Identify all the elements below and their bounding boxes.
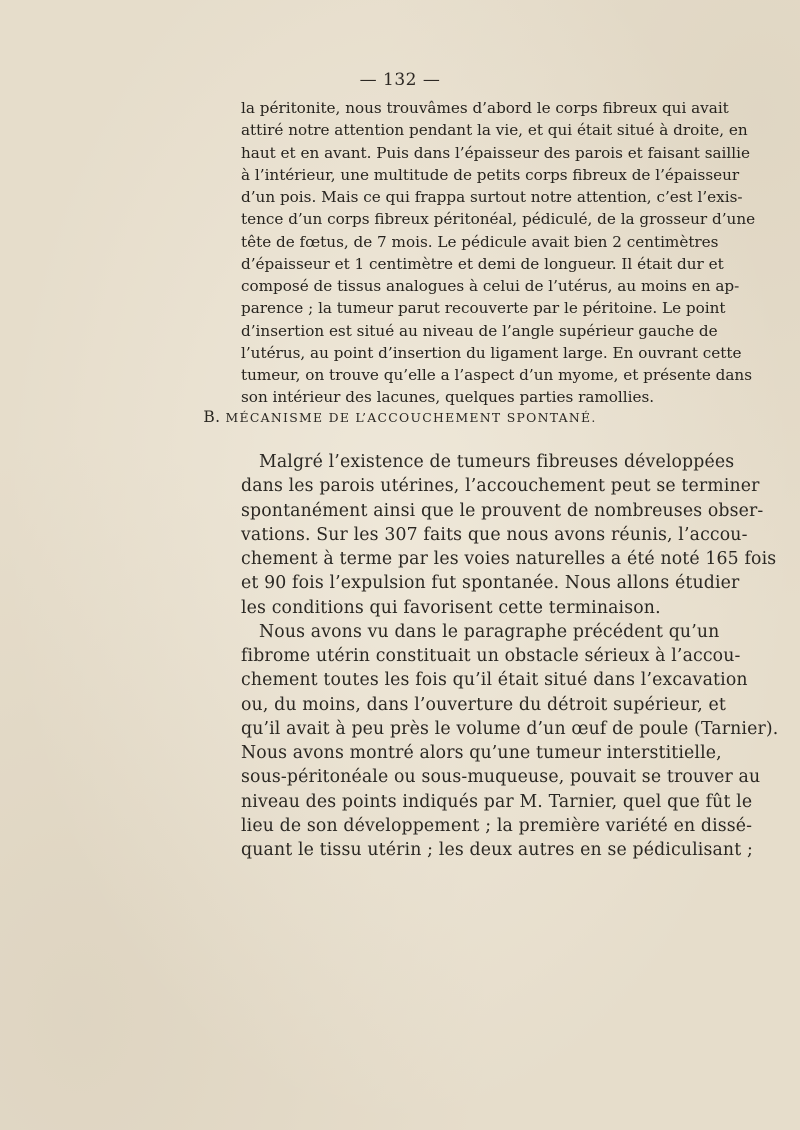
text-line: attiré notre attention pendant la vie, et qui était situé à droite, en (241, 121, 748, 140)
text-line: Malgré l’existence de tumeurs fibreuses développées (259, 452, 735, 472)
text-line: lieu de son développement ; la première variété en dissé- (241, 815, 753, 836)
text-line: parence ; la tumeur parut recouverte par le péritoine. Le point (241, 299, 726, 318)
text-line: qu’il avait à peu près le volume d’un œuf de poule (Tarnier). (241, 718, 779, 739)
section-a-continuation (241, 97, 756, 409)
text-line: fibrome utérin constituait un obstacle sérieux à l’accou- (241, 646, 741, 666)
text-line: son intérieur des lacunes, quelques parties ramollies. (241, 388, 655, 407)
text-line: d’un pois. Mais ce qui frappa surtout notre attention, c’est l’exis- (241, 188, 743, 206)
text-line: tumeur, on trouve qu’elle a l’aspect d’un myome, et présente dans (241, 366, 752, 384)
text-line: la péritonite, nous trouvâmes d’abord le corps fibreux qui avait (241, 99, 729, 117)
text-line: l’utérus, au point d’insertion du ligament large. En ouvrant cette (241, 343, 742, 362)
text-line: chement toutes les fois qu’il était situé dans l’excavation (241, 670, 748, 691)
section-letter: B. (203, 408, 221, 426)
text-line: quant le tissu utérin ; les deux autres en se pédiculisant ; (241, 840, 753, 860)
section-title: MÉCANISME DE L’ACCOUCHEMENT SPONTANÉ. (225, 410, 597, 425)
text-line: niveau des points indiqués par M. Tarnier, quel que fût le (241, 791, 753, 812)
text-line: et 90 fois l’expulsion fut spontanée. Nous allons étudier (241, 573, 740, 594)
text-line: tête de fœtus, de 7 mois. Le pédicule avait bien 2 centimètres (241, 232, 719, 251)
paragraph (241, 450, 777, 620)
text-line: les conditions qui favorisent cette terminaison. (241, 597, 661, 618)
text-line: Nous avons montré alors qu’une tumeur interstitielle, (241, 743, 722, 763)
text-line: chement à terme par les voies naturelles a été noté 165 fois (241, 549, 777, 569)
text-line: d’épaisseur et 1 centimètre et demi de longueur. Il était dur et (241, 254, 724, 273)
text-line: à l’intérieur, une multitude de petits corps fibreux de l’épaisseur (241, 165, 740, 184)
section-heading (0, 408, 800, 426)
text-line: composé de tissus analogues à celui de l’utérus, au moins en ap- (241, 277, 740, 295)
paragraph (241, 620, 779, 863)
text-line: Nous avons vu dans le paragraphe précédent qu’un (259, 621, 720, 642)
text-line: haut et en avant. Puis dans l’épaisseur des parois et faisant saillie (241, 143, 750, 162)
text-line: d’insertion est situé au niveau de l’angle supérieur gauche de (241, 321, 718, 340)
text-line: sous-péritonéale ou sous-muqueuse, pouvait se trouver au (241, 767, 761, 788)
text-line: dans les parois utérines, l’accouchement peut se terminer (241, 476, 760, 497)
text-line: ou, du moins, dans l’ouverture du détroit supérieur, et (241, 694, 726, 715)
text-line: tence d’un corps fibreux péritonéal, pédiculé, de la grosseur d’une (241, 210, 756, 229)
text-line: vations. Sur les 307 faits que nous avons réunis, l’accou- (241, 524, 748, 545)
text-line: spontanément ainsi que le prouvent de nombreuses obser- (241, 500, 764, 521)
section-b-body (241, 450, 779, 862)
page-number: — 132 — (359, 70, 441, 90)
